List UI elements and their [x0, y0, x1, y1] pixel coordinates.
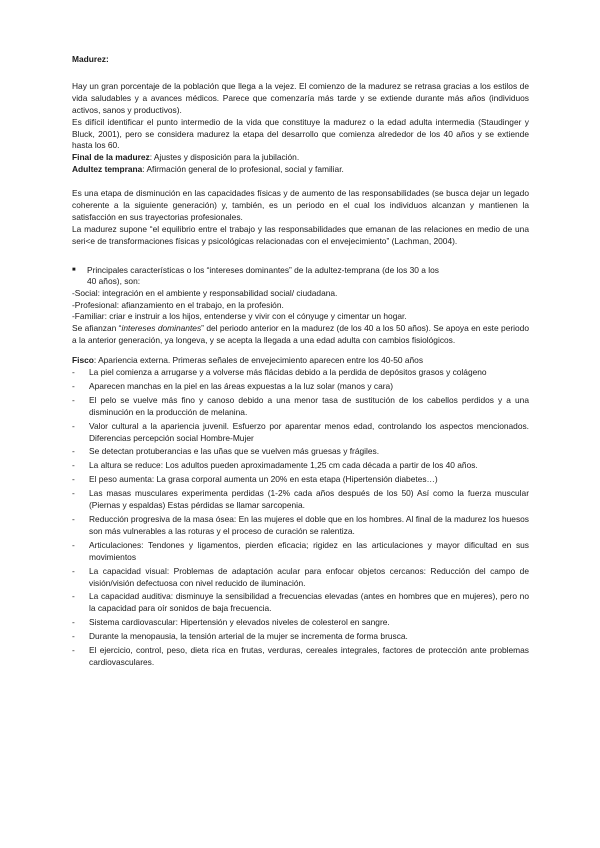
list-item-text: Sistema cardiovascular: Hipertensión y elevados niveles de colesterol en sangre. — [89, 617, 390, 628]
stage-paragraph: Es una etapa de disminución en las capacidades físicas y de aumento de las responsabilidades (se busca dejar un legado coherente a la siguiente generación) y, también, es un periodo en el cual los individuos alcanzan y mantienen la satisfacción en sus trayectorias profesionales. — [72, 188, 529, 222]
list-item — [72, 566, 529, 590]
list-item-text: La piel comienza a arrugarse y a volverse más flácidas debido a la perdida de depósitos grasos y colágeno — [89, 367, 487, 378]
list-item — [72, 591, 529, 615]
list-item — [72, 617, 529, 629]
list-item-text: Reducción progresiva de la masa ósea: En las mujeres el doble que en los hombres. Al final de la madurez los huesos son más vulnerables a las roturas y el proceso de curación se ralentiza. — [89, 514, 529, 536]
list-item — [72, 446, 529, 458]
bullet-icon: ■ — [72, 266, 76, 273]
list-item — [72, 645, 529, 669]
list-item-text: Valor cultural a la apariencia juvenil. Esfuerzo por aparentar menos edad, controlando los aspectos mencionados. Diferencias percepción social Hombre-Mujer — [89, 420, 529, 443]
professional-line: -Profesional: afianzamiento en el trabajo, en la profesión. — [72, 299, 284, 310]
bullet-continuation: 40 años), son: — [87, 275, 141, 286]
list-item-text: El pelo se vuelve más fino y canoso debido a una menor tasa de sustitución de los cabellos perdidos y a una disminución en la producción de melanina. — [89, 394, 529, 417]
list-item-text: La capacidad auditiva: disminuye la sensibilidad a frecuencias elevadas (antes en hombres que en mujeres), pero no la capacidad para oír sonidos de baja frecuencia. — [89, 591, 529, 614]
dash-marker: - — [72, 539, 75, 550]
dash-marker: - — [72, 617, 75, 628]
list-item-text: La altura se reduce: Los adultos pueden aproximadamente 1,25 cm cada década a partir de los 40 años. — [89, 460, 478, 471]
dash-marker: - — [72, 565, 75, 576]
quote-paragraph: La madurez supone “el equilibrio entre el trabajo y las responsabilidades que emanan de las relaciones en medio de una seri<e de transformaciones físicas y psicológicas relacionadas con el envejecimiento” (Lachman, 2004). — [72, 223, 529, 246]
list-item-text: La capacidad visual: Problemas de adaptación acular para enfocar objetos cercanos: Reducción del campo de visión/visión defectuosa con nivel reducido de iluminación. — [89, 565, 529, 588]
list-item-text: El peso aumenta: La grasa corporal aumenta un 20% en esta etapa (Hipertensión diabetes…) — [89, 474, 438, 485]
dash-marker: - — [72, 460, 75, 471]
social-line: -Social: integración en el ambiente y responsabilidad social/ ciudadana. — [72, 287, 338, 298]
interests-italic: intereses dominantes — [121, 323, 202, 334]
list-item — [72, 488, 529, 512]
dash-marker: - — [72, 394, 75, 405]
list-item — [72, 514, 529, 538]
dash-marker: - — [72, 631, 75, 642]
fisco-list — [72, 367, 529, 669]
early-label: Adultez temprana — [72, 164, 143, 175]
list-item-text: El ejercicio, control, peso, dieta rica en frutas, verduras, cereales integrales, factores de protección ante problemas cardiovasculares. — [89, 645, 529, 667]
dash-marker: - — [72, 380, 75, 391]
list-item — [72, 381, 529, 393]
adultez-temprana-line — [72, 164, 529, 176]
dash-marker: - — [72, 367, 75, 378]
list-item-text: Se detectan protuberancias e las uñas que se vuelven más gruesas y frágiles. — [89, 446, 380, 457]
section-title: Madurez: — [72, 54, 109, 64]
intro-paragraph: Hay un gran porcentaje de la población que llega a la vejez. El comienzo de la madurez se retrasa gracias a los estilos de vida saludables y a avances médicos. Parece que comenzaría más tarde y se extiende durante más años (individuos activos, sanos y productivos). — [72, 80, 529, 115]
dash-marker: - — [72, 488, 75, 499]
early-text: : Afirmación general de lo profesional, social y familiar. — [142, 164, 344, 175]
list-item — [72, 395, 529, 419]
family-line: -Familiar: criar e instruir a los hijos, entenderse y vivir con el cónyuge y cimentar un hogar. — [72, 311, 407, 322]
list-item — [72, 460, 529, 472]
dash-marker: - — [72, 474, 75, 485]
final-madurez-line — [72, 152, 529, 164]
list-item — [72, 631, 529, 643]
interests-paragraph — [72, 323, 529, 347]
definition-paragraph: Es difícil identificar el punto intermedio de la vida que constituye la madurez o la edad adulta intermedia (Staudinger y Bluck, 2001), pero se considera madurez la etapa del desarrollo que comienza alrededor de los 40 años y se extiende hasta los 60. — [72, 116, 529, 151]
list-item — [72, 367, 529, 379]
list-item — [72, 474, 529, 486]
interests-post: ” del periodo anterior en la madurez (de los 40 a los 50 años). Se apoya en este periodo a la anterior generación, ya longeva, y se acepta la llegada a una edad adulta con cambios fisiológicos. — [72, 323, 529, 346]
final-text: : Ajustes y disposición para la jubilación. — [149, 152, 300, 163]
list-item — [72, 540, 529, 564]
bullet-text: Principales características o los “intereses dominantes” de la adultez-temprana (de los 30 a los — [87, 264, 439, 275]
list-item-text: Articulaciones: Tendones y ligamentos, pierden eficacia; rigidez en las articulaciones y mayor dificultad en sus movimientos — [89, 539, 529, 562]
dash-marker: - — [72, 645, 75, 656]
fisco-heading — [72, 355, 529, 367]
document-page — [72, 54, 529, 671]
interests-pre: Se afianzan “ — [72, 323, 122, 334]
dash-marker: - — [72, 446, 75, 457]
list-item-text: Las masas musculares experimenta perdidas (1-2% cada años después de los 50) Así como la fuerza muscular (Piernas y espaldas) Estas pérdidas se llamar sarcopenia. — [89, 488, 529, 511]
characteristics-bullet — [72, 260, 529, 288]
dash-marker: - — [72, 591, 75, 602]
fisco-text: : Apariencia externa. Primeras señales de envejecimiento aparecen entre los 40-50 años — [93, 355, 424, 366]
final-label: Final de la madurez — [72, 152, 150, 163]
list-item — [72, 421, 529, 445]
dash-marker: - — [72, 420, 75, 431]
dash-marker: - — [72, 514, 75, 524]
list-item-text: Aparecen manchas en la piel en las áreas expuestas a la luz solar (manos y cara) — [89, 380, 393, 391]
fisco-label: Fisco — [72, 355, 94, 366]
list-item-text: Durante la menopausia, la tensión arterial de la mujer se incrementa de forma brusca. — [89, 631, 408, 642]
